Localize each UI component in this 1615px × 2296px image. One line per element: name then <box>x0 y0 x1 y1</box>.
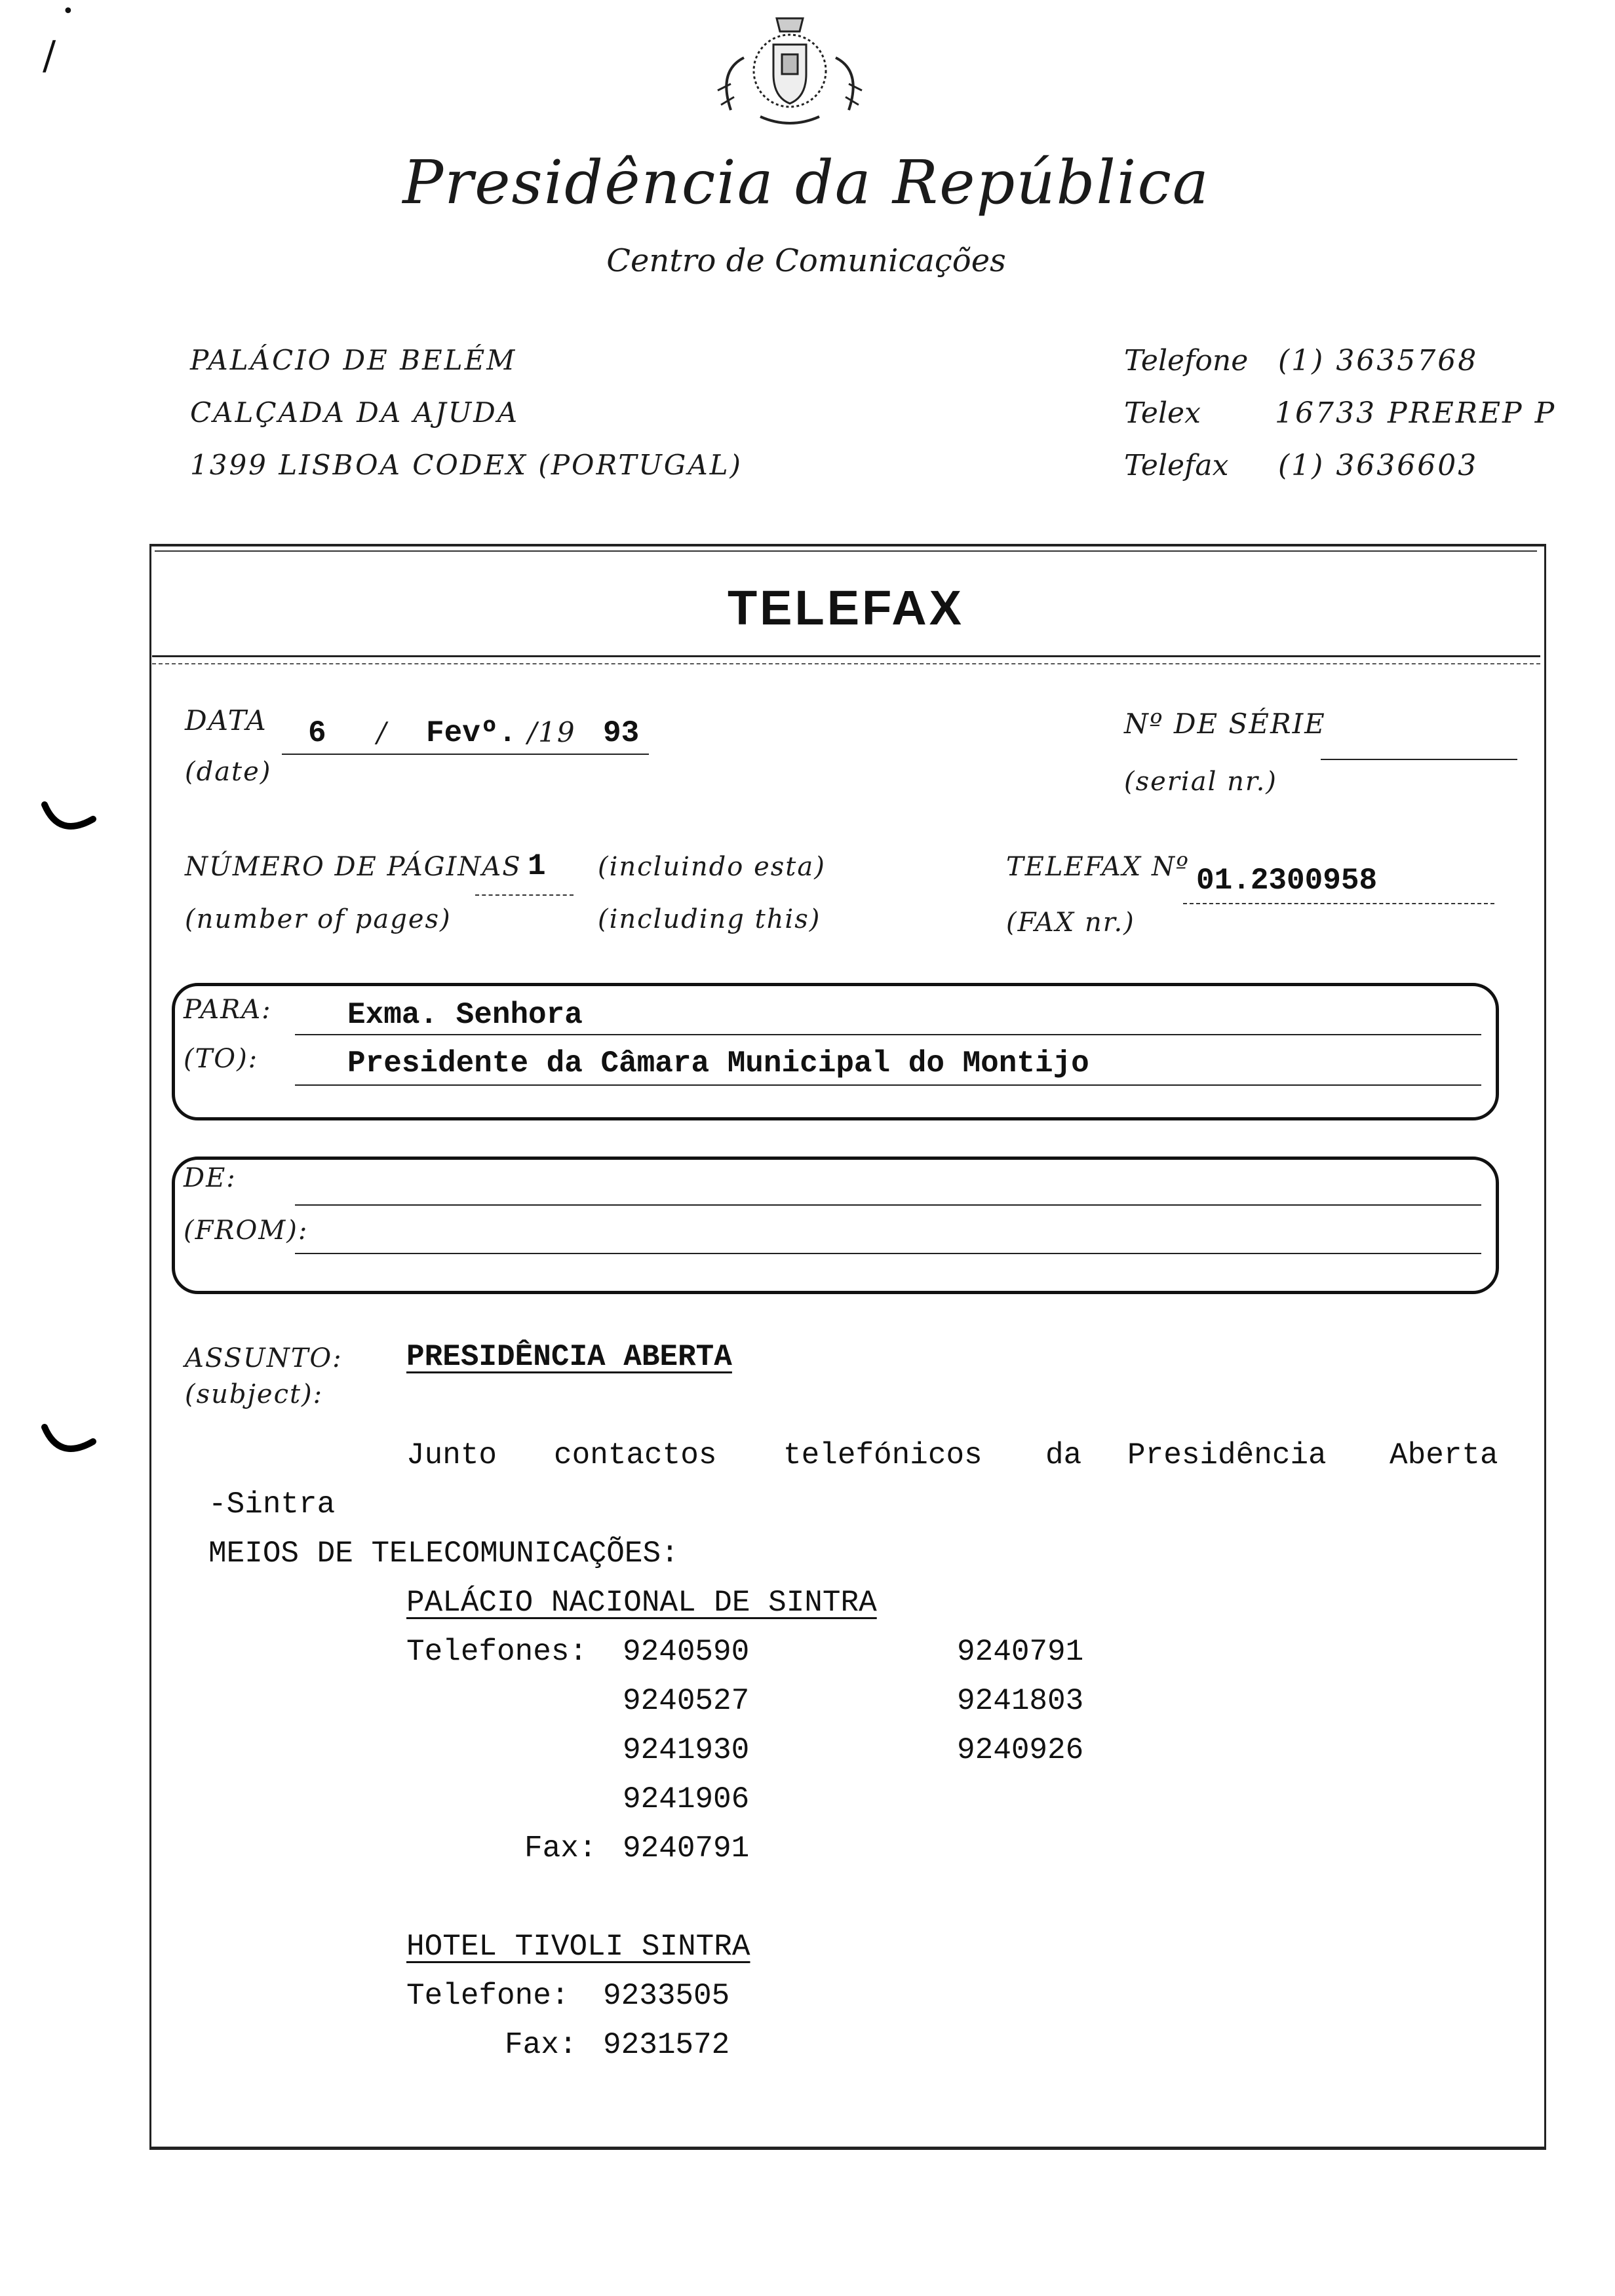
fax-number-line <box>1183 903 1494 904</box>
palacio-fax: 9240791 <box>623 1831 750 1866</box>
divider <box>155 550 1537 552</box>
subject-sublabel: (subject): <box>185 1379 324 1409</box>
date-line <box>282 754 649 755</box>
date-separator: / <box>377 716 388 748</box>
divider <box>152 655 1540 657</box>
recipient-line <box>295 1034 1481 1035</box>
to-sublabel: (TO): <box>184 1044 259 1074</box>
hotel-heading: HOTEL TIVOLI SINTRA <box>406 1930 750 1964</box>
serial-field-line <box>1321 759 1517 760</box>
phone-number: 9241930 <box>623 1733 750 1767</box>
intro-word: Junto <box>406 1438 497 1472</box>
pages-value: 1 <box>528 849 546 883</box>
form-title: TELEFAX <box>727 581 965 635</box>
hotel-fax-label: Fax: <box>505 2028 577 2062</box>
from-label: DE: <box>184 1163 237 1193</box>
fax-number-label: TELEFAX Nº <box>1006 852 1190 882</box>
palacio-fax-label: Fax: <box>524 1831 597 1866</box>
institution-name: Presidência da República <box>402 147 1210 218</box>
phone-number: 9241803 <box>957 1684 1084 1718</box>
margin-mark: • <box>62 0 74 23</box>
to-label: PARA: <box>184 995 272 1025</box>
phone-value: (1) 3635768 <box>1278 344 1479 377</box>
sender-line <box>295 1253 1481 1254</box>
hotel-fax: 9231572 <box>603 2028 730 2062</box>
date-month: Fevº. <box>426 716 517 750</box>
binder-hole-mark <box>39 799 98 839</box>
address-line: 1399 LISBOA CODEX (PORTUGAL) <box>190 449 743 481</box>
telefax-label: Telefax <box>1124 449 1229 482</box>
intro-word: da <box>1045 1438 1082 1472</box>
fax-number-sublabel: (FAX nr.) <box>1006 908 1135 938</box>
phone-number: 9240926 <box>957 1733 1084 1767</box>
date-sublabel: (date) <box>185 757 272 787</box>
department-name: Centro de Comunicações <box>606 242 1006 279</box>
binder-hole-mark <box>39 1422 98 1461</box>
date-year: 93 <box>603 716 640 750</box>
intro-word: contactos <box>554 1438 717 1472</box>
telex-label: Telex <box>1124 396 1201 430</box>
intro-continuation: -Sintra <box>208 1487 336 1521</box>
pages-sublabel: (number of pages) <box>185 904 452 934</box>
subject-label: ASSUNTO: <box>185 1343 343 1373</box>
intro-word: telefónicos <box>783 1438 983 1472</box>
palacio-phones-label: Telefones: <box>406 1635 588 1669</box>
hotel-phone-label: Telefone: <box>406 1979 570 2013</box>
recipient-line-1: Exma. Senhora <box>347 998 583 1032</box>
phone-number: 9240527 <box>623 1684 750 1718</box>
intro-word: Presidência <box>1127 1438 1327 1472</box>
means-heading: MEIOS DE TELECOMUNICAÇÕES: <box>208 1537 679 1571</box>
palacio-heading: PALÁCIO NACIONAL DE SINTRA <box>406 1586 877 1620</box>
pages-line <box>475 894 574 896</box>
phone-label: Telefone <box>1124 344 1249 377</box>
coat-of-arms-icon <box>705 5 875 136</box>
sender-line <box>295 1204 1481 1206</box>
address-line: PALÁCIO DE BELÉM <box>190 344 517 376</box>
from-sublabel: (FROM): <box>184 1215 309 1246</box>
divider <box>152 663 1540 664</box>
telex-value: 16733 PREREP P <box>1275 396 1557 430</box>
date-day: 6 <box>308 716 326 750</box>
margin-mark: / <box>43 33 56 79</box>
pages-label: NÚMERO DE PÁGINAS <box>185 852 522 882</box>
phone-number: 9241906 <box>623 1782 750 1816</box>
serial-sublabel: (serial nr.) <box>1124 767 1277 797</box>
telefax-value: (1) 3636603 <box>1278 449 1479 482</box>
phone-number: 9240590 <box>623 1635 750 1669</box>
form-frame <box>149 544 1546 2150</box>
address-line: CALÇADA DA AJUDA <box>190 396 520 429</box>
hotel-phone: 9233505 <box>603 1979 730 2013</box>
including-label: (incluindo esta) <box>598 852 826 882</box>
intro-word: Aberta <box>1390 1438 1498 1472</box>
serial-label: Nº DE SÉRIE <box>1124 708 1326 740</box>
recipient-line-2: Presidente da Câmara Municipal do Montijo <box>347 1046 1089 1081</box>
phone-number: 9240791 <box>957 1635 1084 1669</box>
recipient-line <box>295 1084 1481 1086</box>
fax-number-value: 01.2300958 <box>1196 864 1378 898</box>
including-sublabel: (including this) <box>598 904 821 934</box>
date-century: /19 <box>528 716 576 748</box>
subject-value: PRESIDÊNCIA ABERTA <box>406 1340 732 1374</box>
date-label: DATA <box>185 704 267 737</box>
sender-box <box>172 1157 1499 1294</box>
